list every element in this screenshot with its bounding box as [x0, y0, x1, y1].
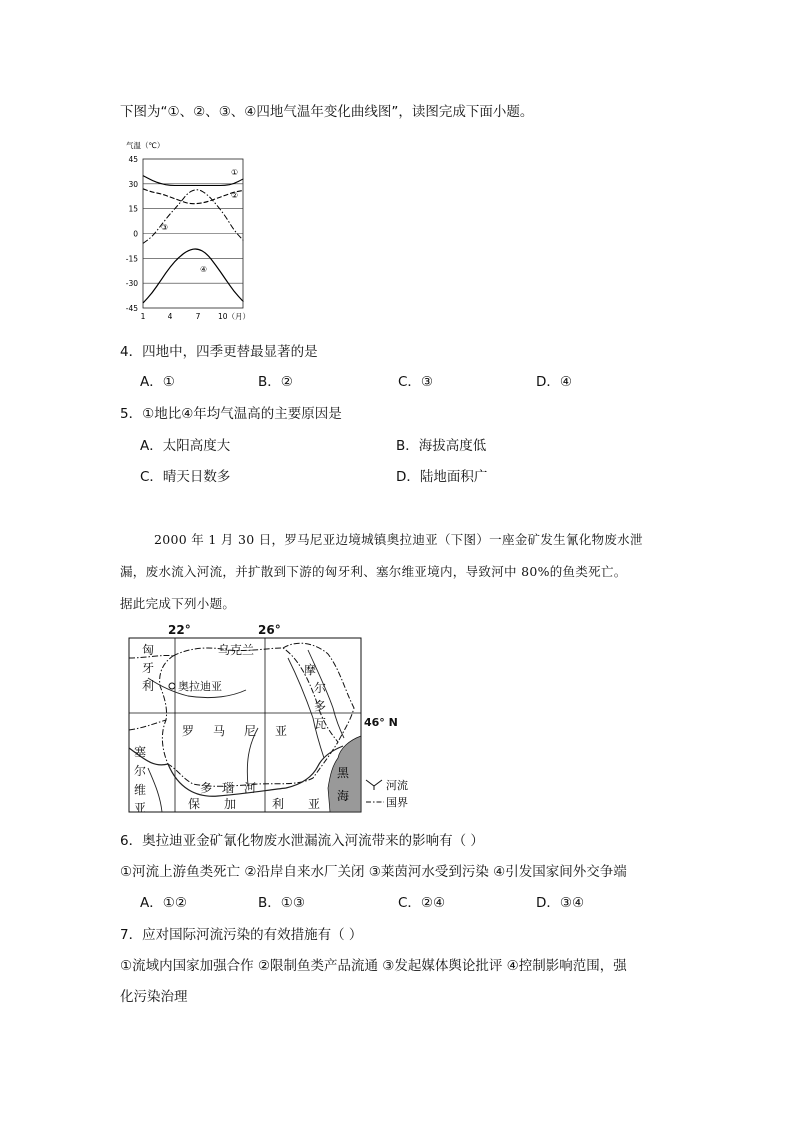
label-romania-1: 罗	[182, 724, 195, 738]
curve-label-4: ④	[200, 265, 208, 274]
ytick-label: 15	[128, 204, 138, 214]
label-danube-2: 瑙	[222, 781, 235, 795]
intro-text: 下图为“①、②、③、④四地气温年变化曲线图”，读图完成下面小题。	[120, 104, 534, 120]
q5-option-d: D．陆地面积广	[396, 469, 488, 485]
legend-border-label: 国界	[386, 796, 408, 809]
label-moldova-1: 摩	[304, 663, 317, 677]
label-moldova-2: 尔	[314, 681, 327, 695]
label-moldova-4: 瓦	[314, 717, 327, 731]
q7-stem: 7．应对国际河流污染的有效措施有（ ）	[120, 927, 363, 943]
label-bulgaria-4: 亚	[308, 797, 321, 811]
q4-option-a: A．①	[140, 374, 175, 390]
label-romania-3: 尼	[244, 724, 257, 738]
q7-items-line-2: 化污染治理	[120, 989, 188, 1005]
oradea-marker	[169, 683, 175, 689]
legend-river-label: 河流	[386, 779, 408, 792]
xtick-10: 10（月）	[218, 312, 251, 321]
temperature-chart	[118, 138, 258, 323]
label-danube-3: 河	[244, 781, 257, 795]
label-danube-1: 多	[200, 781, 213, 795]
q4-option-d: D．④	[536, 374, 572, 390]
q6-option-a: A．①②	[140, 895, 187, 911]
lat-label-46: 46° N	[364, 716, 398, 729]
label-ukraine: 乌克兰	[218, 643, 255, 657]
ytick-label: 0	[133, 229, 138, 239]
label-serbia-3: 维	[134, 783, 147, 797]
legend-river-icon	[366, 780, 382, 790]
q7-items-line-1: ①流域内国家加强合作 ②限制鱼类产品流通 ③发起媒体舆论批评 ④控制影响范围，强	[120, 958, 627, 974]
xtick-4: 4	[167, 312, 173, 321]
label-serbia-2: 尔	[134, 764, 147, 778]
map-legend	[366, 778, 408, 809]
lon-label-22: 22°	[168, 623, 191, 637]
ytick-label: -45	[125, 304, 138, 313]
label-moldova-3: 多	[314, 699, 327, 713]
q5-option-c: C．晴天日数多	[140, 469, 231, 485]
label-blacksea-1: 黑	[337, 766, 350, 780]
q4-stem: 4．四地中，四季更替最显著的是	[120, 344, 318, 360]
q6-option-d: D．③④	[536, 895, 585, 911]
q5-stem: 5．①地比④年均气温高的主要原因是	[120, 406, 342, 422]
label-bulgaria-1: 保	[188, 797, 201, 811]
label-blacksea-2: 海	[337, 789, 350, 803]
passage-line-2: 漏，废水流入河流，并扩散到下游的匈牙利、塞尔维亚境内，导致河中 80%的鱼类死亡。	[120, 564, 627, 579]
q6-stem: 6．奥拉迪亚金矿氰化物废水泄漏流入河流带来的影响有（ ）	[120, 833, 484, 849]
q4-option-c: C．③	[398, 374, 434, 390]
q5-option-a: A．太阳高度大	[140, 438, 231, 454]
label-serbia-1: 塞	[134, 745, 147, 759]
q6-option-b: B．①③	[258, 895, 305, 911]
label-romania-4: 亚	[275, 724, 288, 738]
chart-ylabel: 气温（℃）	[126, 141, 165, 150]
label-bulgaria-2: 加	[224, 797, 237, 811]
xtick-7: 7	[195, 312, 201, 321]
ytick-label: -15	[125, 254, 138, 264]
q6-items: ①河流上游鱼类死亡 ②沿岸自来水厂关闭 ③莱茵河水受到污染 ④引发国家间外交争端	[120, 864, 627, 880]
q5-option-b: B．海拔高度低	[396, 438, 487, 454]
q6-option-c: C．②④	[398, 895, 446, 911]
romania-map	[118, 618, 428, 818]
label-hungary-1: 匈	[142, 643, 155, 657]
ytick-label: -30	[125, 279, 138, 289]
ytick-label: 45	[128, 155, 138, 164]
label-romania-2: 马	[213, 724, 226, 738]
series-line-4	[143, 249, 243, 303]
lon-label-26: 26°	[258, 623, 281, 637]
label-hungary-3: 利	[142, 679, 155, 693]
label-oradea: 奥拉迪亚	[178, 680, 222, 693]
xtick-1: 1	[140, 312, 146, 321]
curve-label-1: ①	[231, 168, 239, 177]
label-serbia-4: 亚	[134, 801, 147, 815]
curve-label-3: ③	[161, 223, 169, 232]
series-line-2	[143, 189, 243, 204]
curve-label-2: ②	[231, 191, 239, 200]
ytick-label: 30	[128, 179, 138, 189]
passage-line-1: 2000 年 1 月 30 日，罗马尼亚边境城镇奥拉迪亚（下图）一座金矿发生氰化物废水泄	[154, 532, 643, 547]
label-bulgaria-3: 利	[272, 797, 285, 811]
series-line-3	[143, 190, 243, 244]
label-hungary-2: 牙	[142, 661, 155, 675]
passage-line-3: 据此完成下列小题。	[120, 596, 236, 611]
q4-option-b: B．②	[258, 374, 293, 390]
